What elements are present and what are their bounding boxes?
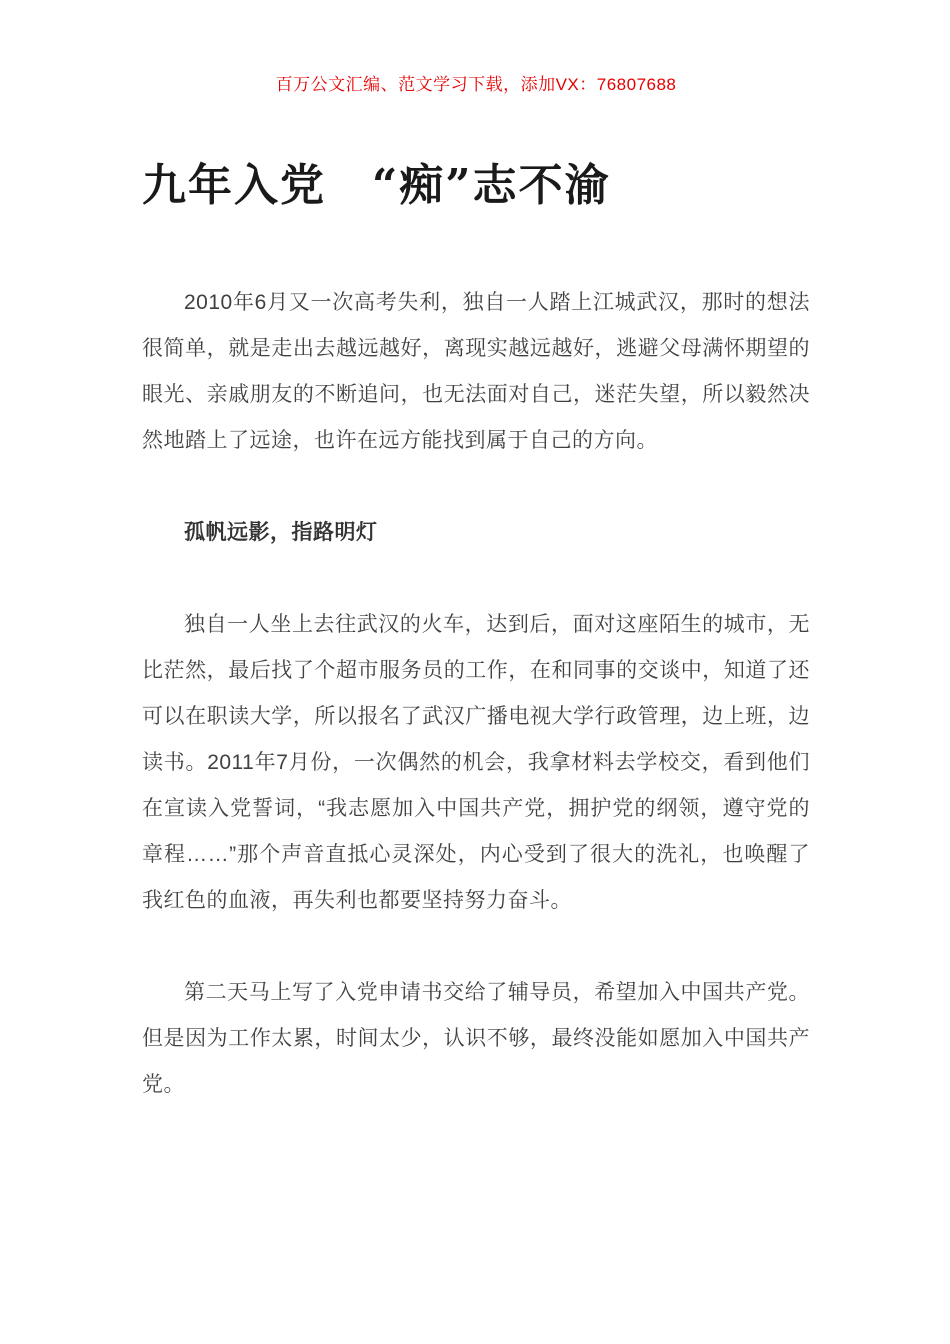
paragraph-body-1: 独自一人坐上去往武汉的火车，达到后，面对这座陌生的城市，无比茫然，最后找了个超市服务员的工作，在和同事的交谈中，知道了还可以在职读大学，所以报名了武汉广播电视大学行政管理，边上班，边读书。2011年7月份，一次偶然的机会，我拿材料去学校交，看到他们在宣读入党誓词，“我志愿加入中国共产党，拥护党的纲领，遵守党的章程……”那个声音直抵心灵深处，内心受到了很大的洗礼，也唤醒了我红色的血液，再失利也都要坚持努力奋斗。 [142,613,810,913]
section-heading: 孤帆远影，指路明灯 [184,521,378,545]
document-title: 九年入党 “痴”志不渝 [142,160,611,211]
paragraph-body-2: 第二天马上写了入党申请书交给了辅导员，希望加入中国共产党。但是因为工作太累，时间太少，认识不够，最终没能如愿加入中国共产党。 [142,981,810,1097]
promo-header-text: 百万公文汇编、范文学习下载，添加VX：76807688 [275,75,677,94]
paragraph-intro: 2010年6月又一次高考失利，独自一人踏上江城武汉，那时的想法很简单，就是走出去越远越好，离现实越远越好，逃避父母满怀期望的眼光、亲戚朋友的不断追问，也无法面对自己，迷茫失望，所以毅然决然地踏上了远途，也许在远方能找到属于自己的方向。 [142,291,810,453]
